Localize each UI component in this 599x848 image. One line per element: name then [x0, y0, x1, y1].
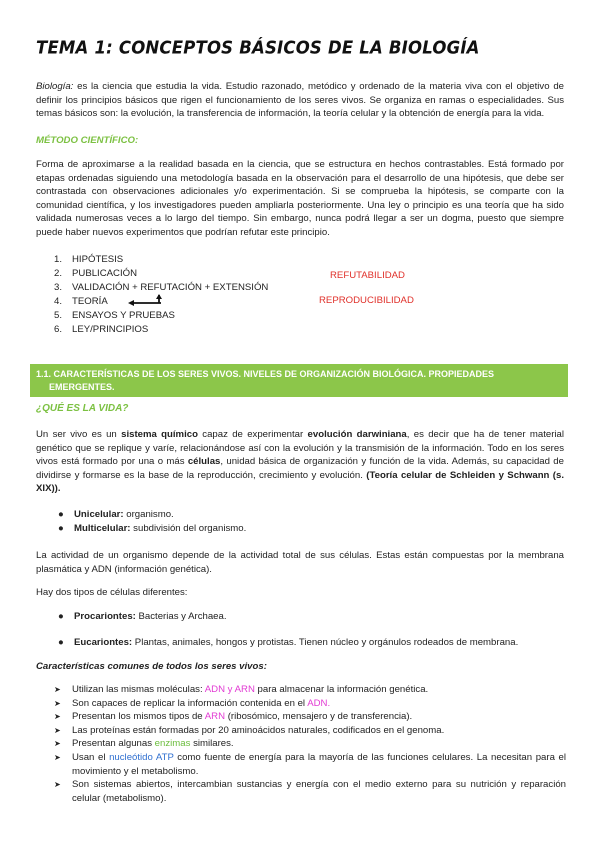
- list-item: 1. HIPÓTESIS: [54, 254, 124, 265]
- subheading: ¿QUÉ ES LA VIDA?: [36, 403, 129, 414]
- life-paragraph: Un ser vivo es un sistema químico capaz de experimentar evolución darwiniana, es decir que ha de tener material genético que se replique y varíe, relacionándose así con la evolución y la transmisión de la información. Todo en los seres vivos está formado por una o más células, unidad básica de organización y función de la vida. Además, su capacidad de dividirse y formarse es la base de la reproducción, crecimiento y evolución. (Teoría celular de Schleiden y Schwann (s. XIX)).: [36, 429, 565, 495]
- arrow-bullet-icon: ➤: [54, 752, 61, 762]
- common-features-heading: Características comunes de todos los seres vivos:: [36, 661, 267, 672]
- bullet-dot-icon: ●: [58, 523, 64, 534]
- list-item: 6. LEY/PRINCIPIOS: [54, 324, 149, 335]
- common-features-list: [54, 683, 566, 805]
- list-item: 5. ENSAYOS Y PRUEBAS: [54, 310, 175, 321]
- intro-term: Biología:: [36, 81, 74, 92]
- bullet-dot-icon: ●: [58, 611, 64, 622]
- intro-text: es la ciencia que estudia la vida. Estudio razonado, metódico y ordenado de la materia viva con el objetivo de definir los principios básicos que rigen el funcionamiento de los seres vivos. Se organiza en ramas o especialidades. Sus temas básicos son: la evolución, la transferencia de información, la teoría celular y la obtención de energía para la vida.: [36, 81, 564, 120]
- arrow-bullet-icon: ➤: [54, 712, 61, 722]
- arrow-bullet-icon: ➤: [54, 739, 61, 749]
- list-item: 2. PUBLICACIÓN: [54, 268, 138, 279]
- bullet-dot-icon: ●: [58, 637, 64, 648]
- intro-paragraph: [36, 80, 564, 121]
- arrow-bullet-icon: ➤: [54, 780, 61, 790]
- section-title-line1: 1.1. CARACTERÍSTICAS DE LOS SERES VIVOS. NIVELES DE ORGANIZACIÓN BIOLÓGICA. PROPIEDADES: [36, 369, 495, 379]
- list-item: ➤ Usan el nucleótido ATP como fuente de energía para la mayoría de las funciones celulares. La necesitan para el movimiento y el metabolismo.: [54, 751, 566, 777]
- list-item: ➤ Las proteínas están formadas por 20 aminoácidos naturales, codificados en el genoma.: [54, 724, 445, 736]
- double-arrow-icon: [128, 294, 162, 306]
- list-item: ➤ Son capaces de replicar la información contenida en el ADN.: [54, 697, 331, 709]
- refutability-label: REFUTABILIDAD: [330, 270, 405, 281]
- reproducibility-label: REPRODUCIBILIDAD: [319, 295, 414, 306]
- cell-types-intro: Hay dos tipos de células diferentes:: [36, 587, 188, 598]
- list-item: ➤ Son sistemas abiertos, intercambian sustancias y energía con el medio externo para su nutrición y reparación celular (metabolismo).: [54, 779, 566, 804]
- method-heading: MÉTODO CIENTÍFICO:: [36, 135, 139, 146]
- bullet-dot-icon: ●: [58, 509, 64, 520]
- activity-paragraph: La actividad de un organismo depende de la actividad total de sus células. Estas están compuestas por la membrana plasmática y ADN (información genética).: [36, 550, 564, 575]
- method-paragraph: Forma de aproximarse a la realidad basada en la ciencia, que se estructura en hechos contrastables. Está formado por etapas ordenadas siguiendo una metodología basada en la observación para el desarrollo de una hipótesis, que debe ser contrastada con observaciones adicionales y/o experimentación. Si se comprueba la hipótesis, se comparte con la comunidad científica, y los investigadores pueden ampliarla posteriormente. Una ley o principio es una teoría que ha sido validada numerosas veces a lo largo del tiempo. Sin embargo, nunca podrá llegar a ser un dogma, puesto que siempre puede haber nuevos experimentos que podrían refutar este principio.: [36, 159, 564, 238]
- section-banner: [30, 364, 568, 397]
- list-item: ● Multicelular: subdivisión del organismo.: [58, 523, 247, 534]
- list-item: ➤ Utilizan las mismas moléculas: ADN y ARN para almacenar la información genética.: [54, 684, 429, 695]
- section-title-line2: EMERGENTES.: [49, 382, 115, 392]
- org-types-list: [58, 508, 246, 536]
- list-item: 3. VALIDACIÓN + REFUTACIÓN + EXTENSIÓN: [54, 282, 269, 293]
- cell-type-prokaryote: ● Procariontes: Bacterias y Archaea.: [58, 611, 227, 622]
- list-item: 4. TEORÍA: [54, 296, 108, 307]
- page-title: TEMA 1: CONCEPTOS BÁSICOS DE LA BIOLOGÍA: [36, 37, 480, 58]
- cell-type-eukaryote: ● Eucariontes: Plantas, animales, hongos y protistas. Tienen núcleo y orgánulos rodeados de membrana.: [58, 637, 519, 648]
- arrow-bullet-icon: ➤: [54, 725, 61, 735]
- arrow-bullet-icon: ➤: [54, 698, 61, 708]
- list-item: ➤ Presentan algunas enzimas similares.: [54, 738, 234, 750]
- list-item: ● Unicelular: organismo.: [58, 509, 174, 520]
- arrow-bullet-icon: ➤: [54, 685, 61, 694]
- list-item: ➤ Presentan los mismos tipos de ARN (ribosómico, mensajero y de transferencia).: [54, 711, 413, 723]
